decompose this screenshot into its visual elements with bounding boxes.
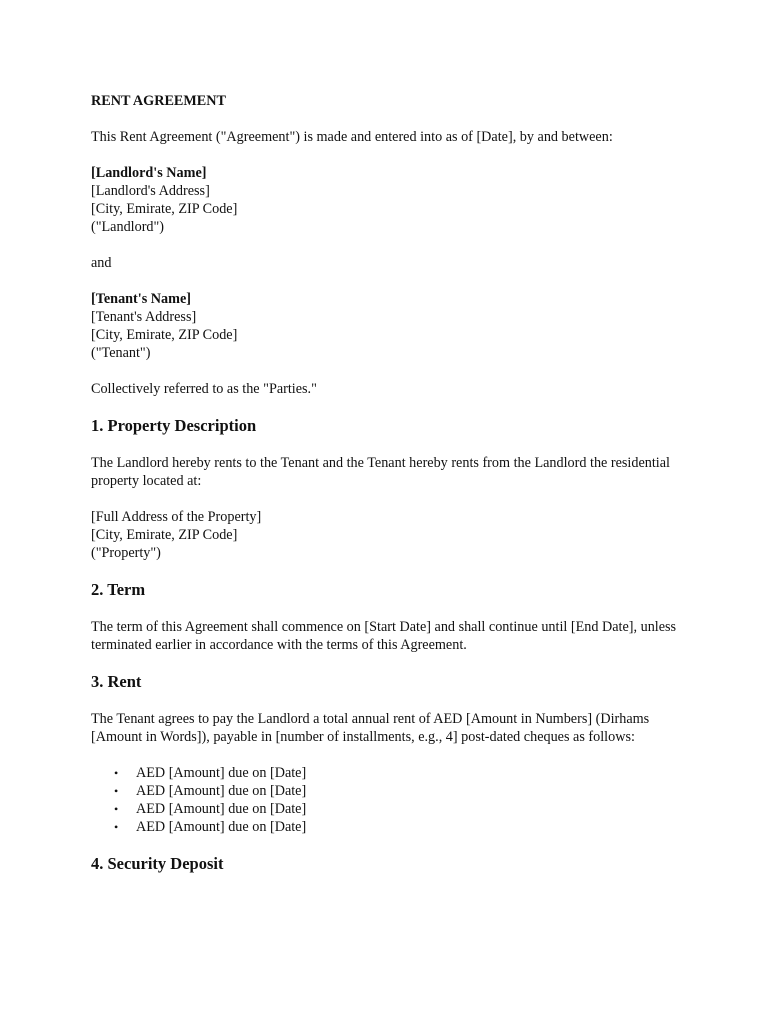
list-item xyxy=(114,764,691,782)
landlord-address: [Landlord's Address] xyxy=(91,183,210,199)
bullet-icon: • xyxy=(114,784,119,798)
section-heading-deposit: 4. Security Deposit xyxy=(91,854,224,873)
and-text: and xyxy=(91,255,112,271)
tenant-address: [Tenant's Address] xyxy=(91,309,197,325)
bullet-icon: • xyxy=(114,820,119,834)
parties-text: Collectively referred to as the "Parties." xyxy=(91,381,317,397)
intro-paragraph: This Rent Agreement ("Agreement") is made and entered into as of [Date], by and between: xyxy=(91,129,613,145)
installment-text: AED [Amount] due on [Date] xyxy=(136,765,307,781)
list-item xyxy=(114,818,691,836)
document-title: RENT AGREEMENT xyxy=(91,93,226,109)
installment-text: AED [Amount] due on [Date] xyxy=(136,801,307,817)
bullet-icon: • xyxy=(114,766,119,780)
rent-paragraph: The Tenant agrees to pay the Landlord a total annual rent of AED [Amount in Numbers] (Dirhams [Amount in Words]), payable in [number of installments, e.g., 4] post-dated cheques as follows: xyxy=(91,711,650,745)
installment-text: AED [Amount] due on [Date] xyxy=(136,819,307,835)
section-heading-term: 2. Term xyxy=(91,580,146,599)
bullet-icon: • xyxy=(114,802,119,816)
landlord-city: [City, Emirate, ZIP Code] xyxy=(91,201,238,217)
property-address-block xyxy=(91,508,691,562)
landlord-label: ("Landlord") xyxy=(91,219,165,235)
term-paragraph: The term of this Agreement shall commence on [Start Date] and shall continue until [End Date], unless terminated earlier in accordance with the terms of this Agreement. xyxy=(91,619,677,653)
property-city: [City, Emirate, ZIP Code] xyxy=(91,527,238,543)
property-address: [Full Address of the Property] xyxy=(91,509,262,525)
section-heading-rent: 3. Rent xyxy=(91,672,142,691)
tenant-block xyxy=(91,290,691,362)
tenant-name: [Tenant's Name] xyxy=(91,291,191,307)
document-page xyxy=(91,92,691,892)
landlord-block xyxy=(91,164,691,236)
tenant-label: ("Tenant") xyxy=(91,345,151,361)
list-item xyxy=(114,782,691,800)
installment-list xyxy=(91,764,691,836)
landlord-name: [Landlord's Name] xyxy=(91,165,207,181)
section-heading-property: 1. Property Description xyxy=(91,416,257,435)
property-paragraph: The Landlord hereby rents to the Tenant and the Tenant hereby rents from the Landlord the residential property located at: xyxy=(91,455,670,489)
installment-text: AED [Amount] due on [Date] xyxy=(136,783,307,799)
property-label: ("Property") xyxy=(91,545,161,561)
tenant-city: [City, Emirate, ZIP Code] xyxy=(91,327,238,343)
list-item xyxy=(114,800,691,818)
